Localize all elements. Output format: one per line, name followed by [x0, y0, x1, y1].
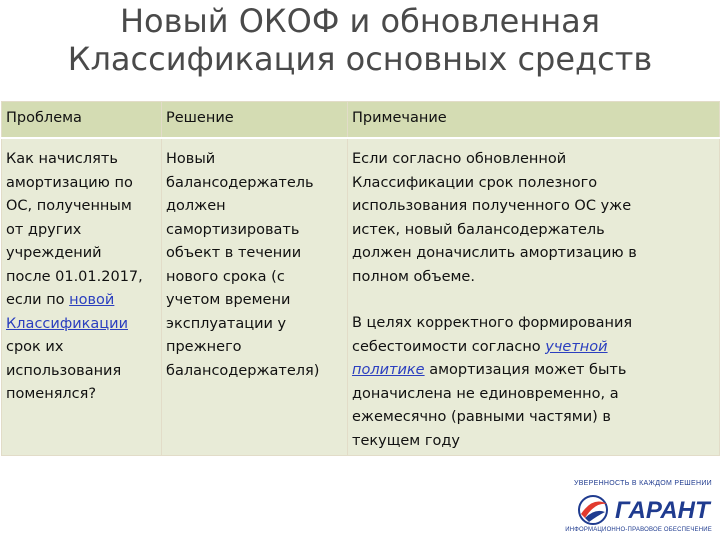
garant-logo — [575, 488, 715, 528]
problem-line: после 01.01.2017, — [6, 268, 143, 285]
problem-line: использования — [6, 362, 122, 379]
solution-line: учетом времени — [166, 292, 291, 308]
solution-line: Новый — [166, 151, 216, 167]
note-text: себестоимости согласно — [352, 338, 546, 355]
problem-line: Как начислять — [6, 151, 118, 167]
header-problem: Проблема — [2, 102, 162, 139]
note-line-with-link — [352, 359, 715, 383]
note-line: ежемесячно (равными частями) в — [352, 409, 611, 425]
note-text: амортизация может быть — [424, 362, 627, 378]
solution-line: должен — [166, 198, 226, 214]
problem-line: срок их — [6, 339, 64, 355]
header-note: Примечание — [348, 102, 720, 139]
solution-line: нового срока (с — [166, 268, 285, 285]
new-classification-link[interactable]: новой — [69, 292, 115, 308]
note-line: истек, новый балансодержатель — [352, 221, 605, 238]
classification-link[interactable]: Классификации — [6, 315, 128, 332]
note-line: использования полученного ОС уже — [352, 198, 632, 214]
logo-tagline: УВЕРЕННОСТЬ В КАЖДОМ РЕШЕНИИ — [573, 480, 712, 487]
page-title — [0, 2, 720, 78]
problem-cell — [2, 138, 162, 456]
solution-line: балансодержателя) — [166, 362, 320, 379]
table-row — [2, 138, 720, 456]
title-line-2: Классификация основных средств — [67, 40, 653, 78]
problem-line-link — [6, 313, 157, 337]
problem-line: учреждений — [6, 245, 102, 261]
accounting-policy-link-2[interactable]: политике — [352, 362, 425, 378]
problem-text: если по — [6, 292, 70, 308]
accounting-policy-link-1[interactable]: учетной — [545, 338, 608, 355]
problem-line: амортизацию по — [6, 174, 133, 191]
header-solution: Решение — [162, 102, 348, 139]
solution-line: объект в течении — [166, 245, 302, 261]
problem-line: поменялся? — [6, 386, 97, 402]
note-line: Если согласно обновленной — [352, 151, 567, 167]
solution-line: прежнего — [166, 339, 242, 355]
note-line: Классификации срок полезного — [352, 174, 598, 191]
note-line: полном объеме. — [352, 268, 475, 285]
problem-line: от других — [6, 221, 82, 238]
note-cell — [348, 138, 720, 456]
problem-line-with-link — [6, 289, 157, 313]
note-line: В целях корректного формирования — [352, 315, 633, 331]
note-line: текущем году — [352, 432, 460, 449]
logo-wordmark: ГАРАНТ — [615, 497, 710, 524]
title-line-1: Новый ОКОФ и обновленная — [119, 2, 601, 40]
note-line: доначислена не единовременно, а — [352, 385, 619, 402]
problem-line: ОС, полученным — [6, 198, 132, 214]
garant-emblem-icon — [579, 496, 607, 524]
note-line: должен доначислить амортизацию в — [352, 245, 637, 261]
solution-line: самортизировать — [166, 221, 300, 238]
table-header-row — [2, 102, 720, 139]
solution-line: балансодержатель — [166, 174, 314, 191]
solution-line: эксплуатации у — [166, 315, 287, 332]
paragraph-gap — [352, 289, 715, 312]
comparison-table — [1, 101, 720, 456]
logo-subtitle: ИНФОРМАЦИОННО-ПРАВОВОЕ ОБЕСПЕЧЕНИЕ — [565, 527, 712, 533]
note-line-with-link — [352, 336, 715, 360]
solution-cell — [162, 138, 348, 456]
